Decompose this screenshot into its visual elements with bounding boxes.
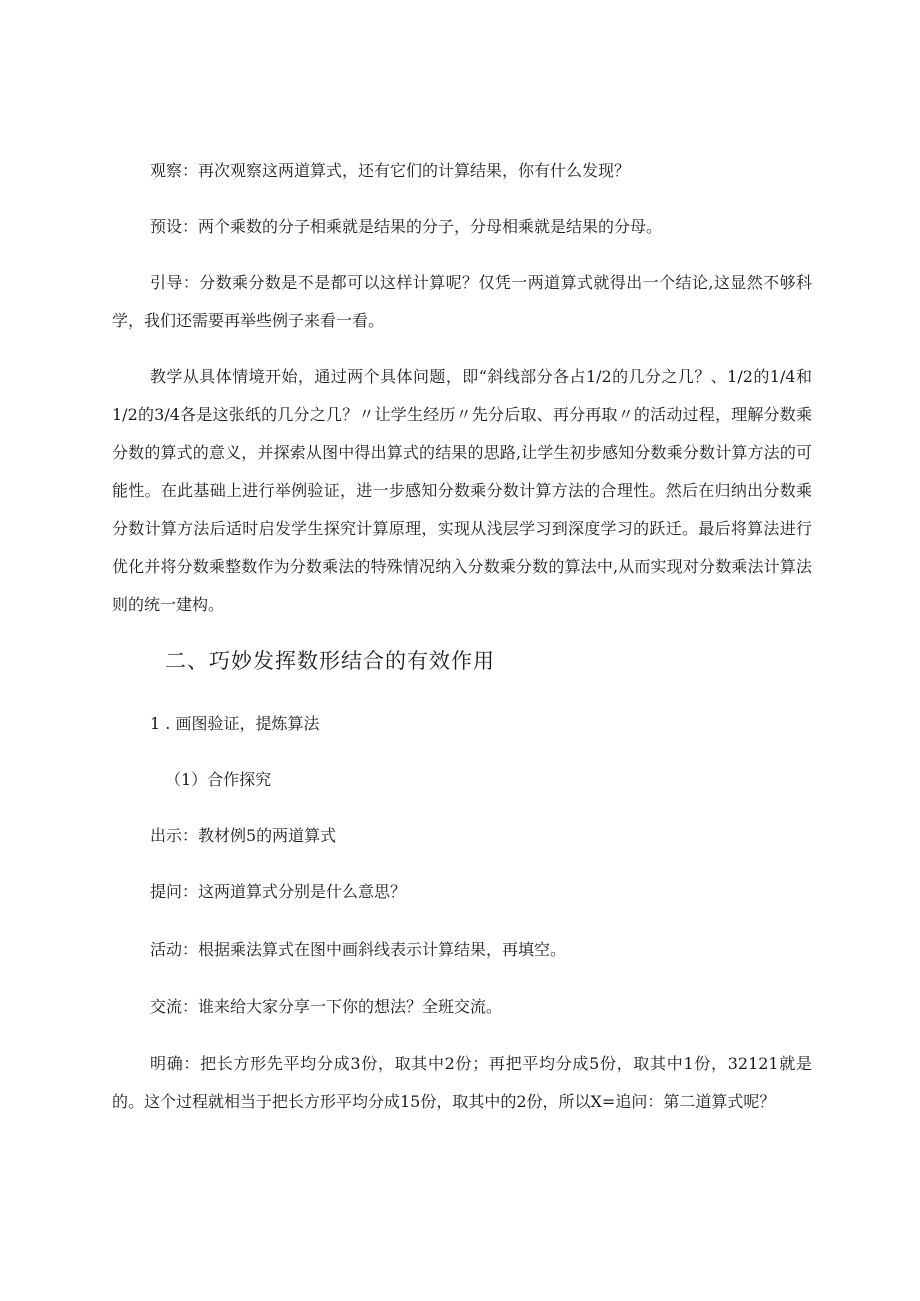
paragraph-guide: 引导：分数乘分数是不是都可以这样计算呢？仅凭一两道算式就得出一个结论,这显然不够科学，我们还需要再举些例子来看一看。	[112, 273, 812, 330]
paragraph-exchange: 交流：谁来给大家分享一下你的想法？全班交流。	[150, 997, 503, 1016]
paragraph-activity: 活动：根据乘法算式在图中画斜线表示计算结果，再填空。	[150, 940, 567, 959]
paragraph-clarify: 明确：把长方形先平均分成3份，取其中2份；再把平均分成5份，取其中1份，32121就是的。这个过程就相当于把长方形平均分成15份，取其中的2份，所以X=追问：第二道算式呢？	[112, 1054, 812, 1111]
section-heading: 二、巧妙发挥数形结合的有效作用	[165, 649, 495, 673]
paragraph-teaching: 教学从具体情境开始，通过两个具体问题，即“斜线部分各占1/2的几分之几？、1/2的1/4和1/2的3/4各是这张纸的几分之几？〃让学生经历〃先分后取、再分再取〃的活动过程，理解分数乘分数的算式的意义，并探索从图中得出算式的结果的思路,让学生初步感知分数乘分数计算方法的可能性。在此基础上进行举例验证，进一步感知分数乘分数计算方法的合理性。然后在归纳出分数乘分数计算方法后适时启发学生探究计算原理，实现从浅层学习到深度学习的跃迁。最后将算法进行优化并将分数乘整数作为分数乘法的特殊情况纳入分数乘分数的算法中,从而实现对分数乘法计算法则的统一建构。	[112, 367, 812, 614]
subsection-item: （1）合作探究	[165, 770, 272, 789]
paragraph-observe: 观察：再次观察这两道算式，还有它们的计算结果，你有什么发现？	[150, 161, 631, 180]
paragraph-preset: 预设：两个乘数的分子相乘就是结果的分子，分母相乘就是结果的分母。	[150, 217, 663, 236]
paragraph-ask: 提问：这两道算式分别是什么意思？	[150, 882, 407, 901]
subsection-title: 1 . 画图验证，提炼算法	[150, 714, 320, 733]
paragraph-show: 出示：教材例5的两道算式	[150, 826, 337, 845]
